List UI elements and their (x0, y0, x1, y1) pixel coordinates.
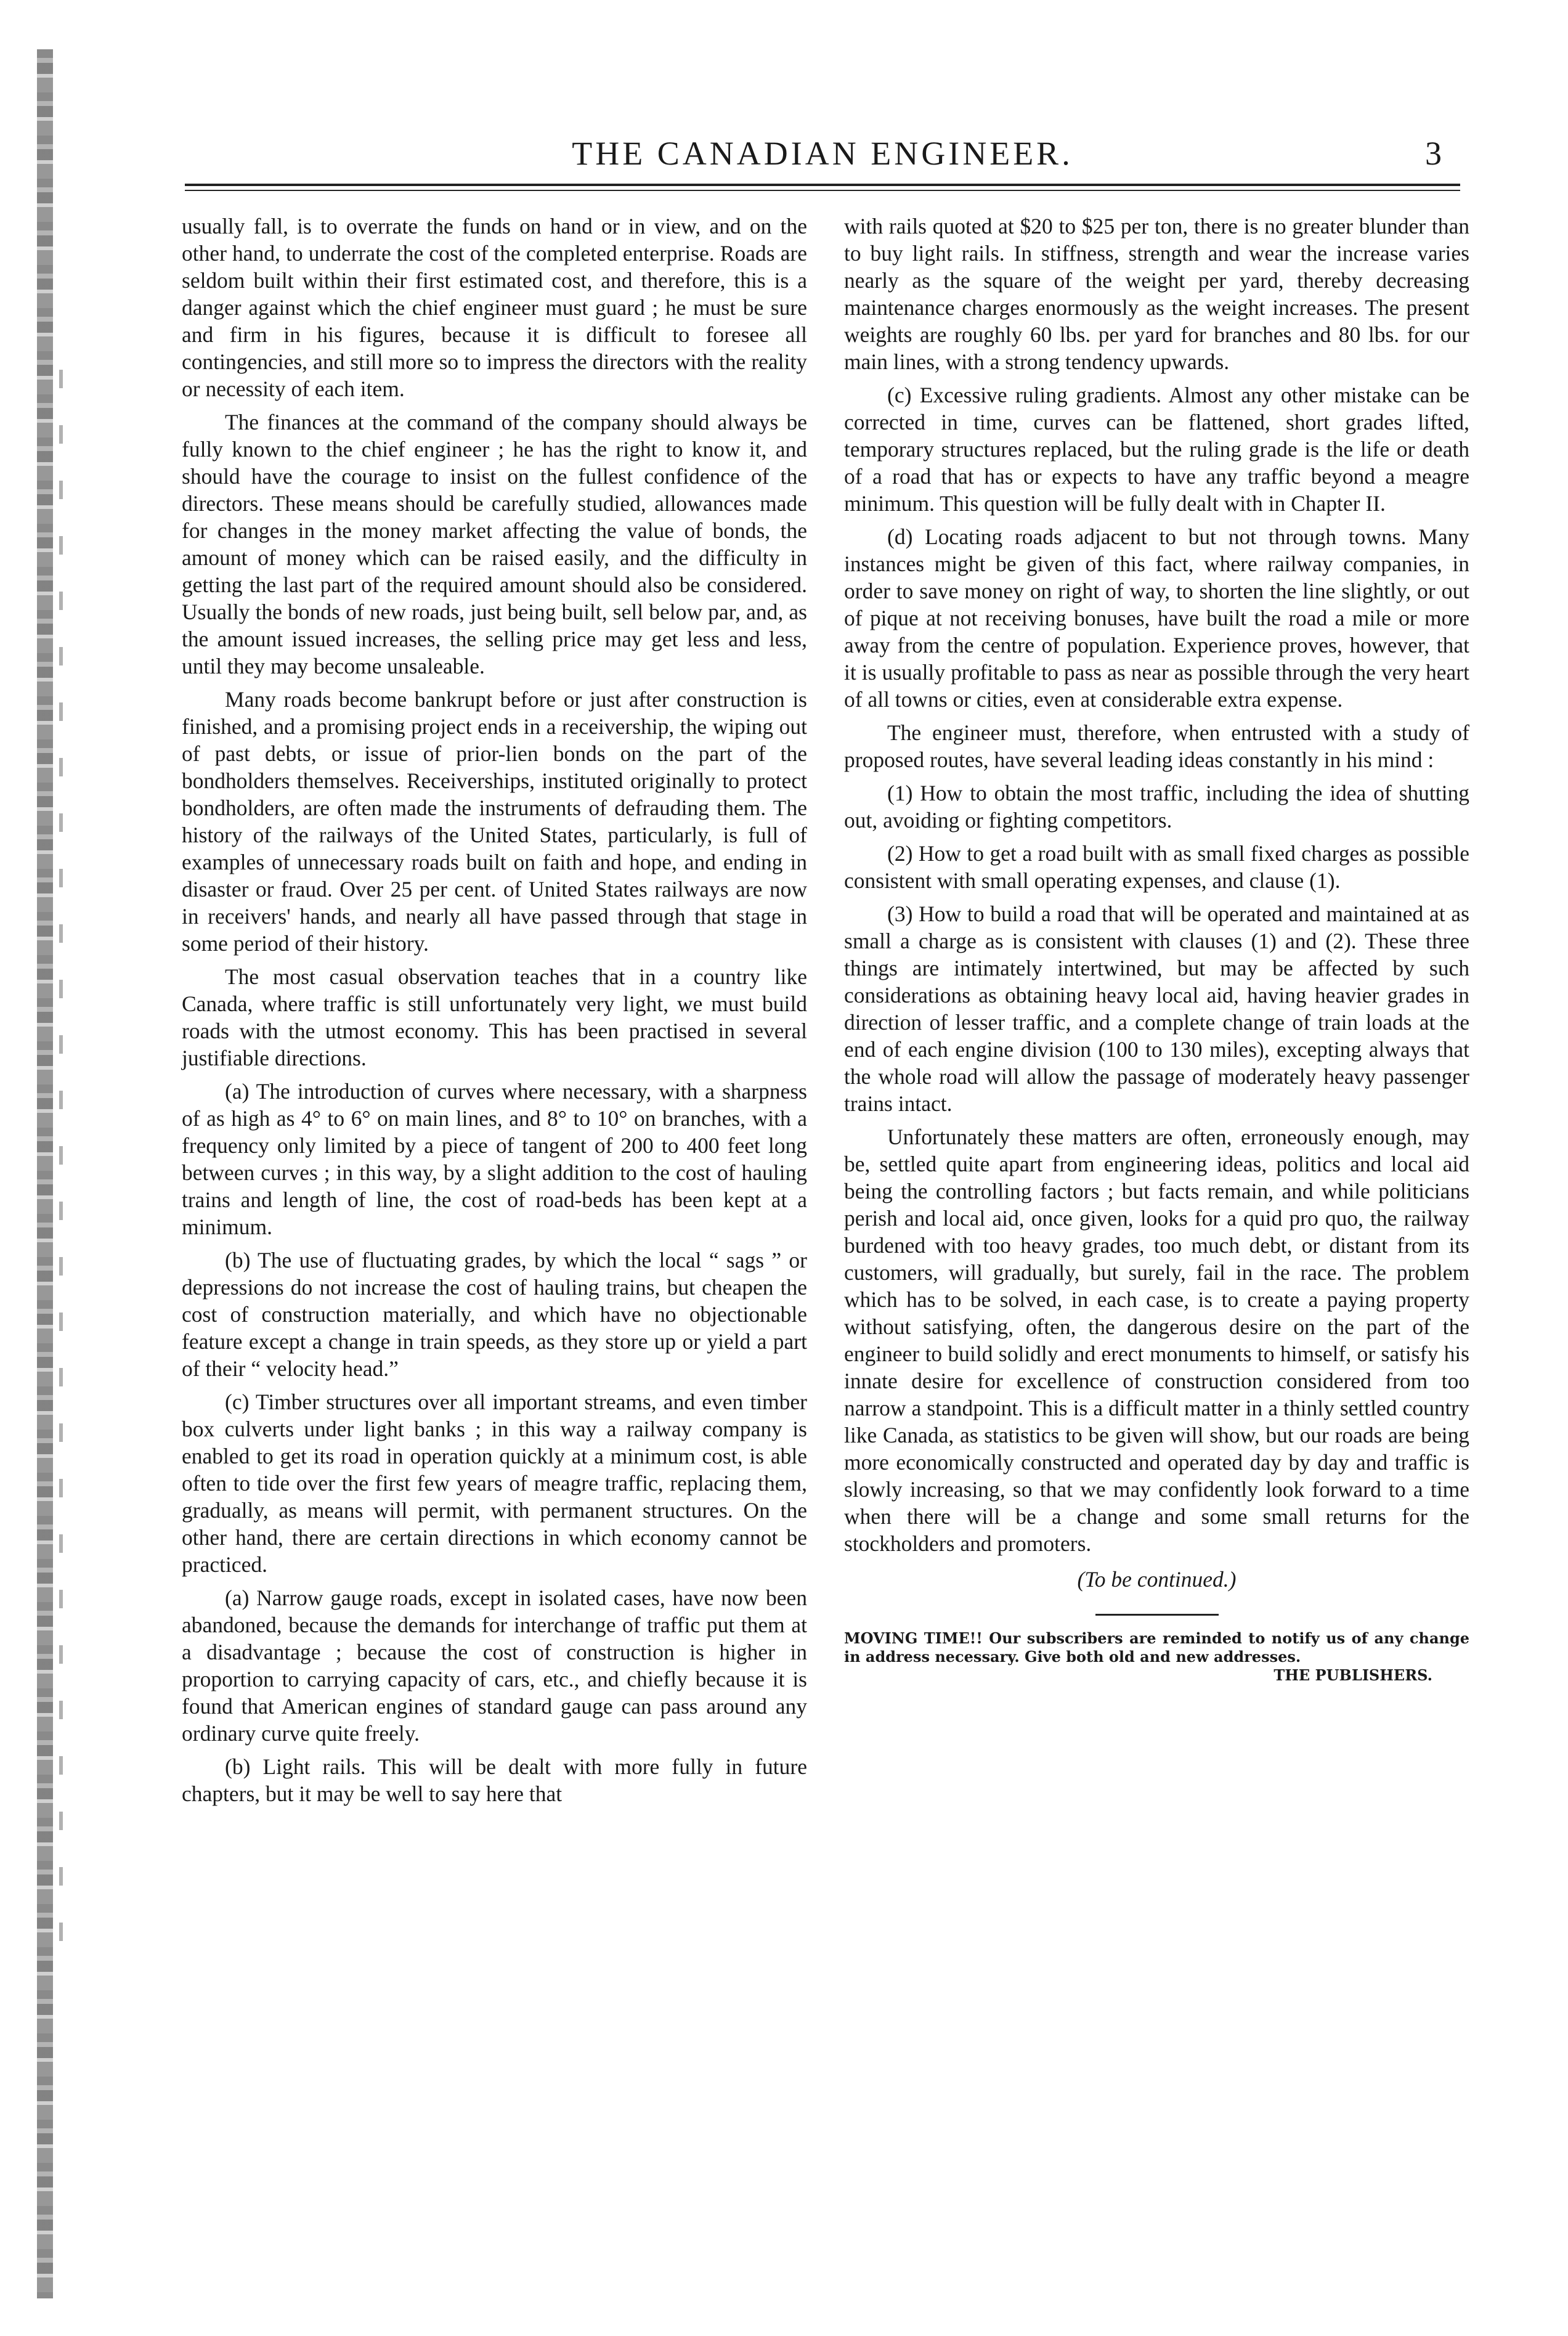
paragraph: Unfortunately these matters are often, erroneously enough, may be, settled quite apart from engineering ideas, politics and local aid being the controlling factors ; but facts remain, and while politicians perish and local aid, once given, looks for a quid pro quo, the railway burdened with too heavy grades, too much debt, or distant from its customers, will gradually, but surely, fail in the race. The problem which has to be solved, in each case, is to create a paying property without satisfying, often, the dangerous desire on the part of the engineer to build solidly and erect monuments to himself, or satisfy his innate desire for excellence of construction considered from too narrow a standpoint. This is a difficult matter in a thinly settled country like Canada, as statistics to be given will show, but our roads are being more economically constructed and operated day by day and traffic is slowly increasing, so that we may confidently look forward to a time when there will be a change and some small returns for the stockholders and promoters. (844, 1125, 1469, 1556)
notice-text: MOVING TIME!! Our subscribers are reminded to notify us of any change in address necessary. Give both old and new addresses. (844, 1629, 1469, 1666)
paragraph: Many roads become bankrupt before or just after construction is finished, and a promising project ends in a receivership, the wiping out of past debts, or issue of prior-lien bonds on the part of the bondholders themselves. Receiverships, instituted originally to protect bondholders, are often made the instruments of defrauding them. The history of the railways of the United States, particularly, is full of examples of unnecessary roads built on faith and hope, and ending in disaster or fraud. Over 25 per cent. of United States railways are now in receivers' hands, and nearly all have passed through that stage in some period of their history. (182, 687, 807, 956)
paragraph: (b) Light rails. This will be dealt with more fully in future chapters, but it may be well to say here that (182, 1754, 807, 1806)
header-rule-thin (185, 190, 1460, 191)
moving-notice (844, 1629, 1469, 1685)
paragraph: usually fall, is to overrate the funds on hand or in view, and on the other hand, to underrate the cost of the completed enterprise. Roads are seldom built within their first estimated cost, and therefore, this is a danger against which the chief engineer must guard ; he must be sure and firm in his figures, because it is difficult to foresee all contingencies, and still more so to impress the directors with the reality or necessity of each item. (182, 214, 807, 401)
page-number: 3 (1425, 135, 1442, 172)
header-rule-thick (185, 184, 1460, 186)
journal-title: THE CANADIAN ENGINEER. (572, 135, 1073, 172)
paragraph: (a) The introduction of curves where necessary, with a sharpness of as high as 4° to 6° on main lines, and 8° to 10° on branches, with a frequency only limited by a piece of tangent of 200 to 400 feet long between curves ; in this way, by a slight addition to the cost of hauling trains and length of line, the cost of road-beds has been kept at a minimum. (182, 1079, 807, 1239)
to-be-continued: (To be continued.) (1077, 1567, 1237, 1592)
section-divider (1095, 1614, 1219, 1616)
paragraph: (1) How to obtain the most traffic, including the idea of shutting out, avoiding or fighting competitors. (844, 781, 1469, 832)
paragraph: (d) Locating roads adjacent to but not through towns. Many instances might be given of this fact, where railway companies, in order to save money on right of way, to shorten the line slightly, or out of pique at not receiving bonuses, have built the road a mile or more away from the centre of population. Experience proves, however, that it is usually profitable to pass as near as possible through the very heart of all towns or cities, even at considerable extra expense. (844, 524, 1469, 712)
paragraph: (a) Narrow gauge roads, except in isolated cases, have now been abandoned, because the demands for interchange of traffic put them at a disadvantage ; because the cost of construction is higher in proportion to carrying capacity of cars, etc., and chiefly because it is found that American engines of standard gauge can pass around any ordinary curve quite freely. (182, 1585, 807, 1746)
scan-binding-shadow (59, 370, 63, 1972)
paragraph: (2) How to get a road built with as small fixed charges as possible consistent with small operating expenses, and clause (1). (844, 841, 1469, 893)
scan-binding-edge (37, 49, 53, 2298)
paragraph: (b) The use of fluctuating grades, by which the local “ sags ” or depressions do not increase the cost of hauling trains, but cheapen the cost of construction materially, and which have no objectionable feature except a change in train speeds, as they store up or yield a part of their “ velocity head.” (182, 1248, 807, 1381)
paragraph: (3) How to build a road that will be operated and maintained at as small a charge as is consistent with clauses (1) and (2). These three things are intimately intertwined, but may be affected by such considerations as obtaining heavy local aid, having heavier grades in direction of lesser traffic, and a complete change of train loads at the end of each engine division (100 to 130 miles), excepting always that the whole road will allow the passage of moderately heavy passenger trains intact. (844, 901, 1469, 1116)
notice-publishers: THE PUBLISHERS. (1273, 1666, 1432, 1684)
page-header (185, 123, 1460, 191)
paragraph: The finances at the command of the company should always be fully known to the chief engineer ; he has the right to know it, and should have the courage to insist on the fullest confidence of the directors. These means should be carefully studied, allowances made for changes in the money market affecting the value of bonds, the amount of money which can be raised easily, and the difficulty in getting the last part of the required amount should also be considered. Usually the bonds of new roads, just being built, sell below par, and, as the amount issued increases, the selling price may get less and less, until they may become unsaleable. (182, 410, 807, 678)
left-column (182, 213, 807, 1813)
paragraph: (c) Timber structures over all important streams, and even timber box culverts under light banks ; in this way a railway company is enabled to get its road in operation quickly at a minimum cost, is able often to tide over the first few years of meagre traffic, replacing them, gradually, as means will permit, with permanent structures. On the other hand, there are certain directions in which economy cannot be practiced. (182, 1390, 807, 1577)
paragraph: The engineer must, therefore, when entrusted with a study of proposed routes, have several leading ideas constantly in his mind : (844, 720, 1469, 772)
right-column (844, 213, 1469, 1685)
paragraph: with rails quoted at $20 to $25 per ton, there is no greater blunder than to buy light rails. In stiffness, strength and wear the increase varies nearly as the square of the weight per yard, thereby decreasing maintenance charges enormously as the weight increases. The present weights are roughly 60 lbs. per yard for branches and 80 lbs. for our main lines, with a strong tendency upwards. (844, 214, 1469, 374)
paragraph: (c) Excessive ruling gradients. Almost any other mistake can be corrected in time, curves can be flattened, short grades lifted, temporary structures replaced, but the ruling grade is the life or death of a road that has or expects to have any traffic beyond a meagre minimum. This question will be fully dealt with in Chapter II. (844, 383, 1469, 516)
paragraph: The most casual observation teaches that in a country like Canada, where traffic is still unfortunately very light, we must build roads with the utmost economy. This has been practised in several justifiable directions. (182, 964, 807, 1070)
